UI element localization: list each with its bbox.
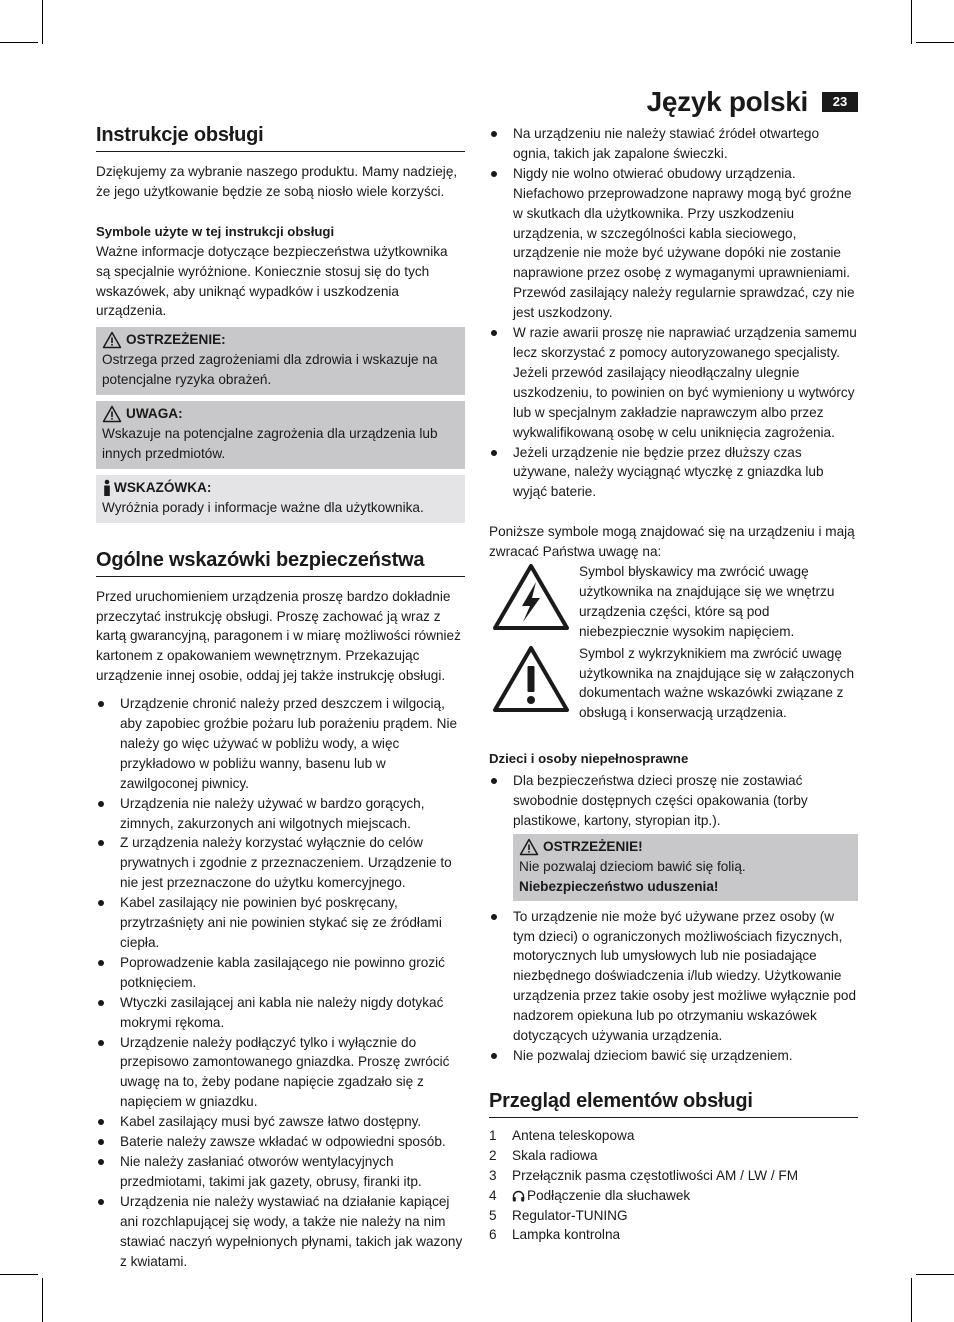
controls-list <box>489 1126 858 1245</box>
left-column <box>96 122 465 1271</box>
warning-triangle-icon <box>519 838 539 856</box>
list-item: Z urządzenia należy korzystać wyłącznie do celów prywatnych i zgodnie z przeznaczeniem. Urządzenie to nie jest przeznaczone do użytku komercyjnego. <box>96 833 465 893</box>
list-item: W razie awarii proszę nie naprawiać urządzenia samemu lecz skorzystać z pomocy autoryzowanego specjalisty. Jeżeli przewód zasilający nieodłączalny ulegnie uszkodzeniu, to powinien on być wymieniony u wytwórcy lub w specjalnym zakładzie naprawczym albo przez wykwalifikowaną osobę w celu uniknięcia zagrożenia. <box>489 323 858 442</box>
crop-mark <box>42 0 43 44</box>
safety-list-continued <box>489 124 858 502</box>
safety-list <box>96 694 465 1271</box>
warning-triangle-icon <box>102 331 122 349</box>
safety-heading: Ogólne wskazówki bezpieczeństwa <box>96 547 465 577</box>
list-item: Urządzenia nie należy wystawiać na działanie kapiącej ani rozchlapującej się wody, a także nie należy na nim stawiać naczyń wypełnionych płynami, takich jak wazony z kwiatami. <box>96 1192 465 1272</box>
list-item: Baterie należy zawsze wkładać w odpowiedni sposób. <box>96 1132 465 1152</box>
symbols-intro: Poniższe symbole mogą znajdować się na urządzeniu i mają zwracać Państwa uwagę na: <box>489 524 855 560</box>
list-item: Jeżeli urządzenie nie będzie przez dłuższy czas używane, należy wyciągnąć wtyczkę z gniazdka lub wyjąć baterie. <box>489 443 858 503</box>
list-item: Na urządzeniu nie należy stawiać źródeł otwartego ognia, takich jak zapalone świeczki. <box>489 124 858 164</box>
warning-box-text: Ostrzega przed zagrożeniami dla zdrowia i wskazuje na potencjalne ryzyka obrażeń. <box>102 352 438 388</box>
list-item: Nigdy nie wolno otwierać obudowy urządzenia. Niefachowo przeprowadzone naprawy mogą być groźne w skutkach dla użytkownika. Przy uszkodzeniu urządzenia, w szczególności kabla sieciowego, urządzenie nie może być używane dopóki nie zostanie naprawione przez osobę z wymaganymi uprawnieniami. Przewód zasilający należy regularnie sprawdzać, czy nie jest uszkodzony. <box>489 164 858 323</box>
list-item: 4 Podłączenie dla słuchawek <box>489 1187 691 1203</box>
caution-box-text: Wskazuje na potencjalne zagrożenia dla urządzenia lub innych przedmiotów. <box>102 425 438 461</box>
headphones-icon <box>512 1190 525 1202</box>
warning-box-title: OSTRZEŻENIE: <box>126 332 226 348</box>
exclamation-warning-icon <box>492 644 570 714</box>
list-item: Urządzenie należy podłączyć tylko i wyłącznie do przepisowo zamontowanego gniazdka. Proszę zwrócić uwagę na to, żeby podane napięcie zgadzało się z napięciem w gniazdku. <box>96 1033 465 1113</box>
info-icon <box>102 479 112 497</box>
list-item: 2 Skala radiowa <box>489 1147 598 1163</box>
crop-mark <box>0 42 38 43</box>
safety-intro: Przed uruchomieniem urządzenia proszę bardzo dokładnie przeczytać instrukcję obsługi. Proszę zachować ją wraz z kartą gwarancyjną, paragonem i w miarę możliwości również kartonem z opakowaniem wewnętrznym. Przekazując urządzenie innej osobie, oddaj jej także instrukcję obsługi. <box>96 588 461 684</box>
list-item: Nie pozwalaj dzieciom bawić się urządzeniem. <box>489 1046 858 1066</box>
list-item: Wtyczki zasilającej ani kabla nie należy nigdy dotykać mokrymi rękoma. <box>96 993 465 1033</box>
crop-mark <box>911 0 912 44</box>
list-item: 6 Lampka kontrolna <box>489 1227 621 1243</box>
page-number-badge: 23 <box>822 92 858 112</box>
list-item: Poprowadzenie kabla zasilającego nie powinno grozić potknięciem. <box>96 953 465 993</box>
children-heading: Dzieci i osoby niepełnosprawne <box>489 751 689 767</box>
symbols-heading: Symbole użyte w tej instrukcji obsługi <box>96 223 335 239</box>
caution-triangle-icon <box>102 405 122 423</box>
controls-heading: Przegląd elementów obsługi <box>489 1088 858 1118</box>
list-item: Dla bezpieczeństwa dzieci proszę nie zostawiać swobodnie dostępnych części opakowania (torby plastikowe, kartony, styropian itp.). <box>489 771 858 831</box>
children-list <box>489 771 858 831</box>
children-warning-title: OSTRZEŻENIE! <box>543 838 643 854</box>
hint-box-text: Wyróżnia porady i informacje ważne dla użytkownika. <box>102 499 424 515</box>
symbol-lightning-text: Symbol błyskawicy ma zwrócić uwagę użytkownika na znajdujące się we wnętrzu urządzenia części, które są pod niebezpiecznie wysokim napięciem. <box>579 564 835 639</box>
list-item: To urządzenie nie może być używane przez osoby (w tym dzieci) o ograniczonych możliwościach fizycznych, motorycznych lub umysłowych lub nie posiadające niezbędnego doświadczenia i/lub wiedzy. Użytkowanie urządzenia przez takie osoby jest możliwe wyłącznie pod nadzorem opiekuna lub po otrzymaniu wskazówek dotyczących używania urządzenia. <box>489 907 858 1046</box>
high-voltage-icon <box>492 562 570 632</box>
hint-box-title: WSKAZÓWKA: <box>114 479 212 495</box>
crop-mark <box>42 1278 43 1322</box>
crop-mark <box>916 1274 954 1275</box>
list-item: Urządzenia nie należy używać w bardzo gorących, zimnych, zakurzonych ani wilgotnych miejscach. <box>96 794 465 834</box>
children-warning-text: Nie pozwalaj dzieciom bawić się folią. <box>519 858 746 874</box>
children-warning-box <box>513 834 858 901</box>
instructions-heading: Instrukcje obsługi <box>96 122 465 152</box>
crop-mark <box>916 42 954 43</box>
crop-mark <box>0 1274 38 1275</box>
instructions-intro: Dziękujemy za wybranie naszego produktu. Mamy nadzieję, że jego użytkowanie będzie ze sobą niosło wiele korzyści. <box>96 164 458 199</box>
symbol-exclamation-row <box>489 644 858 724</box>
symbols-text: Ważne informacje dotyczące bezpieczeństwa użytkownika są specjalnie wyróżnione. Koniecznie stosuj się do tych wskazówek, aby uniknąć wypadków i uszkodzenia urządzenia. <box>96 243 448 319</box>
warning-box <box>96 327 465 395</box>
caution-box <box>96 401 465 469</box>
list-item: 1 Antena teleskopowa <box>489 1127 635 1143</box>
page-language-title: Język polski <box>646 86 808 117</box>
crop-mark <box>911 1278 912 1322</box>
list-item: Kabel zasilający musi być zawsze łatwo dostępny. <box>96 1112 465 1132</box>
children-warning-emphasis: Niebezpieczeństwo uduszenia! <box>519 878 719 894</box>
caution-box-title: UWAGA: <box>126 406 183 422</box>
list-item: 3 Przełącznik pasma częstotliwości AM / LW / FM <box>489 1167 799 1183</box>
list-item: 5 Regulator-TUNING <box>489 1207 628 1223</box>
symbol-lightning-row <box>489 562 858 642</box>
list-item: Nie należy zasłaniać otworów wentylacyjnych przedmiotami, takimi jak gazety, obrusy, firanki itp. <box>96 1152 465 1192</box>
children-list-continued <box>489 907 858 1066</box>
symbol-exclamation-text: Symbol z wykrzyknikiem ma zwrócić uwagę użytkownika na znajdujące się w załączonych dokumentach ważne wskazówki związane z obsługą i konserwacją urządzenia. <box>579 645 855 721</box>
list-item: Urządzenie chronić należy przed deszczem i wilgocią, aby zapobiec groźbie pożaru lub porażeniu prądem. Nie należy go więc używać w pobliżu wody, a więc przykładowo w pobliżu wanny, basenu lub w zawilgoconej piwnicy. <box>96 694 465 794</box>
right-column <box>489 124 858 1245</box>
hint-box <box>96 475 465 523</box>
list-item: Kabel zasilający nie powinien być poskręcany, przytrzaśnięty ani nie powinien stykać się ze źródłami ciepła. <box>96 893 465 953</box>
